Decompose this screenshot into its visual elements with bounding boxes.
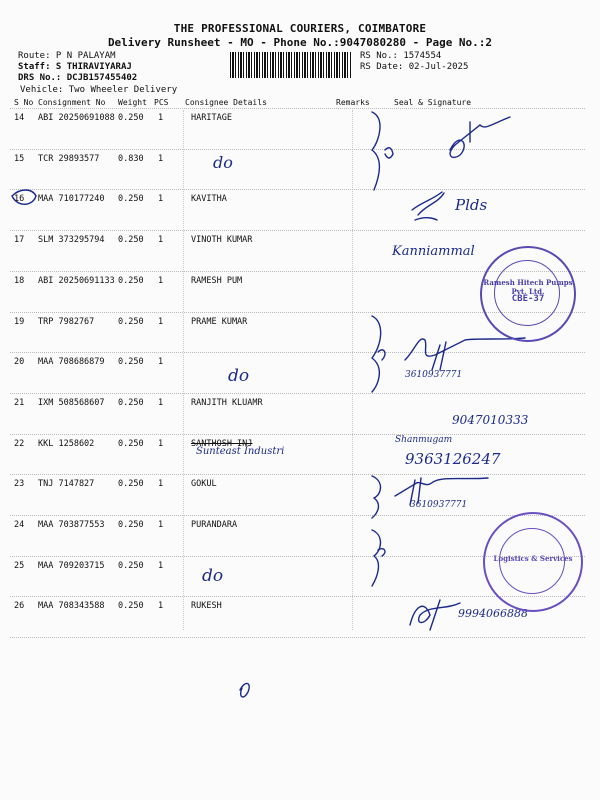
cell-consignment: KKL 1258602 xyxy=(38,438,95,449)
cell-pcs: 1 xyxy=(158,275,164,286)
cell-weight: 0.250 xyxy=(118,357,144,368)
cell-consignment: TRP 7982767 xyxy=(38,316,95,327)
rs-number: RS No.: 1574554 xyxy=(360,51,442,61)
page-title: THE PROFESSIONAL COURIERS, COIMBATORE xyxy=(173,22,427,35)
cell-consignment: ABI 20250691088 xyxy=(38,113,115,123)
rs-date: RS Date: 02-Jul-2025 xyxy=(360,62,469,72)
col-seal: Seal & Signature xyxy=(394,98,472,107)
cell-consignment: TNJ 7147827 xyxy=(38,479,95,490)
handwritten-phone: 3610937771 xyxy=(410,500,468,510)
handwritten-name: Shanmugam xyxy=(395,435,453,445)
handwritten-phone: 9363126247 xyxy=(405,450,501,468)
cell-sno: 15 xyxy=(14,153,25,164)
cell-weight: 0.250 xyxy=(118,397,144,408)
cell-consignment: SLM 373295794 xyxy=(38,235,105,246)
cell-consignment: MAA 703877553 xyxy=(38,520,105,530)
handwritten-phone: 9047010333 xyxy=(452,413,529,427)
cell-consignee: RAMESH PUM xyxy=(191,275,243,286)
cell-consignee: GOKUL xyxy=(191,479,217,490)
cell-consignee: PRAME KUMAR xyxy=(191,316,248,327)
handwritten-phone: 9994066888 xyxy=(458,607,528,620)
cell-consignment: MAA 710177240 xyxy=(38,194,105,205)
cell-consignment: IXM 508568607 xyxy=(38,397,105,408)
drs-label: DRS No.: DCJB157455402 xyxy=(18,73,138,83)
cell-sno: 14 xyxy=(14,113,25,123)
cell-sno: 24 xyxy=(14,520,25,530)
cell-sno: 23 xyxy=(14,479,25,490)
cell-consignee: RANJITH KLUAMR xyxy=(191,397,263,408)
cell-pcs: 1 xyxy=(158,560,164,571)
cell-consignment: TCR 29893577 xyxy=(38,153,100,164)
col-pcs: PCS xyxy=(154,98,169,107)
cell-consignee: VINOTH KUMAR xyxy=(191,235,253,246)
cell-pcs: 1 xyxy=(158,153,164,164)
cell-weight: 0.250 xyxy=(118,235,144,246)
company-stamp xyxy=(480,246,576,342)
handwritten-do: do xyxy=(213,153,233,172)
cell-sno: 20 xyxy=(14,357,25,368)
vehicle-label: Vehicle: Two Wheeler Delivery xyxy=(20,85,178,95)
cell-pcs: 1 xyxy=(158,113,164,123)
handwritten-do: do xyxy=(228,366,250,386)
cell-sno: 21 xyxy=(14,397,25,408)
cell-consignee: SANTHOSH INJ xyxy=(191,438,253,449)
cell-pcs: 1 xyxy=(158,479,164,490)
handwritten-do: do xyxy=(202,566,224,586)
col-sno: S No xyxy=(14,98,34,107)
company-stamp xyxy=(483,512,583,612)
cell-weight: 0.830 xyxy=(118,153,144,164)
cell-weight: 0.250 xyxy=(118,520,144,530)
page-subtitle: Delivery Runsheet - MO - Phone No.:9047080280 - Page No.:2 xyxy=(107,36,493,49)
col-consignee: Consignee Details xyxy=(185,98,267,107)
cell-pcs: 1 xyxy=(158,235,164,246)
stamp-code: CBE-37 xyxy=(511,294,545,304)
cell-weight: 0.250 xyxy=(118,194,144,205)
col-weight: Weight xyxy=(118,98,147,107)
cell-consignee: HARITAGE xyxy=(191,113,232,123)
cell-pcs: 1 xyxy=(158,194,164,205)
cell-pcs: 1 xyxy=(158,316,164,327)
handwritten-name: Kanniammal xyxy=(392,244,475,259)
stamp-text: Logistics & Services xyxy=(493,554,573,563)
cell-consignment: MAA 709203715 xyxy=(38,560,105,571)
cell-pcs: 1 xyxy=(158,438,164,449)
col-consignment: Consignment No xyxy=(38,98,106,107)
route-label: Route: P N PALAYAM xyxy=(18,51,116,61)
cell-pcs: 1 xyxy=(158,357,164,368)
handwritten-plds: Plds xyxy=(455,196,488,214)
cell-sno: 26 xyxy=(14,601,25,612)
cell-sno: 22 xyxy=(14,438,25,449)
cell-pcs: 1 xyxy=(158,520,164,530)
cell-weight: 0.250 xyxy=(118,479,144,490)
cell-consignee: PURANDARA xyxy=(191,520,238,530)
cell-sno: 25 xyxy=(14,560,25,571)
cell-weight: 0.250 xyxy=(118,560,144,571)
handwritten-name: Sunteast Industri xyxy=(196,446,285,457)
cell-sno: 16 xyxy=(14,194,25,205)
cell-weight: 0.250 xyxy=(118,275,144,286)
cell-weight: 0.250 xyxy=(118,601,144,612)
cell-pcs: 1 xyxy=(158,601,164,612)
stamp-text: Ramesh Hitech Pumps Pvt. Ltd. xyxy=(483,278,573,296)
cell-sno: 18 xyxy=(14,275,25,286)
cell-consignment: ABI 20250691133 xyxy=(38,275,115,286)
cell-consignment: MAA 708686879 xyxy=(38,357,105,368)
cell-weight: 0.250 xyxy=(118,316,144,327)
staff-label: Staff: S THIRAVIYARAJ xyxy=(18,62,132,72)
col-remarks: Remarks xyxy=(336,98,370,107)
cell-consignee: KAVITHA xyxy=(191,194,227,205)
cell-weight: 0.250 xyxy=(118,438,144,449)
cell-consignment: MAA 708343588 xyxy=(38,601,105,612)
cell-pcs: 1 xyxy=(158,397,164,408)
handwritten-phone: 3610937771 xyxy=(405,370,463,380)
cell-weight: 0.250 xyxy=(118,113,144,123)
cell-sno: 17 xyxy=(14,235,25,246)
cell-sno: 19 xyxy=(14,316,25,327)
cell-consignee: RUKESH xyxy=(191,601,222,612)
